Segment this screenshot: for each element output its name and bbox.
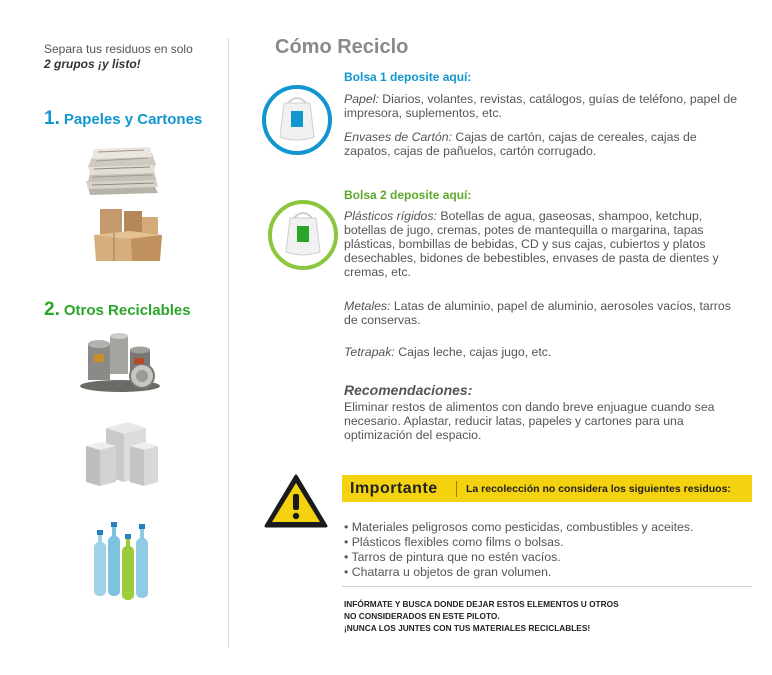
- metal-cans-image: [80, 330, 166, 392]
- cardboard-boxes-image: [90, 205, 166, 263]
- recommendations-line2: necesario. Aplastar, reducir latas, papeles y cartones para una: [344, 414, 684, 428]
- warning-triangle-icon: [264, 474, 328, 528]
- bag2-metals-line1: Latas de aluminio, papel de aluminio, aerosoles vacíos, tarros: [390, 299, 731, 313]
- recycle-bag-1-icon: [262, 85, 332, 155]
- group2-heading: [44, 299, 191, 321]
- bag1-heading: Bolsa 1 deposite aquí:: [344, 70, 472, 84]
- recommendations-line1: Eliminar restos de alimentos con dando breve enjuague cuando sea: [344, 400, 715, 414]
- vertical-divider: [228, 38, 229, 648]
- important-separator: [456, 481, 457, 497]
- bag1-carton-label: Envases de Cartón:: [344, 130, 453, 144]
- recommendations-line3: optimización del espacio.: [344, 428, 482, 442]
- group2-label: Otros Reciclables: [63, 302, 191, 319]
- horizontal-rule: [342, 586, 752, 587]
- bag1-carton-line1: Cajas de cartón, cajas de cereales, cajas de: [452, 130, 697, 144]
- bag2-plastics-label: Plásticos rígidos:: [344, 209, 437, 223]
- bag1-carton-text: [344, 130, 754, 158]
- bag2-tetra-label: Tetrapak:: [344, 345, 395, 359]
- recycle-bag-2-icon: [268, 200, 338, 270]
- page-title: Cómo Reciclo: [275, 36, 409, 58]
- important-label: Importante: [350, 480, 438, 497]
- bag2-metals-line2: de conservas.: [344, 313, 421, 327]
- list-item: • Plásticos flexibles como films o bolsas.: [344, 535, 564, 549]
- bag1-paper-label: Papel:: [344, 92, 379, 106]
- footer-line1: INFÓRMATE Y BUSCA DONDE DEJAR ESTOS ELEMENTOS U OTROS: [344, 599, 619, 609]
- bag2-plastics-line1: Botellas de agua, gaseosas, shampoo, ketchup,: [436, 209, 703, 223]
- group1-label: Papeles y Cartones: [63, 111, 203, 128]
- intro-text: [44, 42, 224, 72]
- tetrapak-cartons-image: [84, 420, 160, 488]
- footer-note: [344, 598, 619, 634]
- plastic-bottles-image: [90, 520, 156, 604]
- bag2-heading: Bolsa 2 deposite aquí:: [344, 188, 472, 202]
- bag2-plastics-text: [344, 209, 754, 279]
- footer-line3: ¡NUNCA LOS JUNTES CON TUS MATERIALES RECICLABLES!: [344, 623, 591, 633]
- bag2-plastics-line3: plásticas, bombillas de bebidas, CD y sus cajas, cubiertos y platos: [344, 237, 706, 251]
- list-item: • Tarros de pintura que no estén vacíos.: [344, 550, 561, 564]
- bag2-metals-text: [344, 299, 754, 327]
- bag2-metals-label: Metales:: [344, 299, 391, 313]
- bag2-plastics-line4: desechables, bidones de bebestibles, envases de pasta de dientes y: [344, 251, 719, 265]
- group1-number: 1.: [44, 108, 60, 129]
- footer-line2: NO CONSIDERADOS EN ESTE PILOTO.: [344, 611, 500, 621]
- list-item: • Materiales peligrosos como pesticidas, combustibles y aceites.: [344, 520, 694, 534]
- bag1-carton-line2: zapatos, cajas de pañuelos, cartón corrugado.: [344, 144, 597, 158]
- intro-bold: 2 grupos ¡y listo!: [44, 57, 141, 71]
- excluded-items-list: [344, 520, 693, 580]
- bag2-plastics-line5: cremas, etc.: [344, 265, 411, 279]
- group2-number: 2.: [44, 299, 60, 320]
- bag2-tetra-line: Cajas leche, cajas jugo, etc.: [394, 345, 552, 359]
- bag2-plastics-line2: botellas de jugo, cremas, potes de mantequilla o margarina, tapas: [344, 223, 704, 237]
- bag1-paper-line2: impresora, suplementos, etc.: [344, 106, 502, 120]
- group1-heading: [44, 108, 202, 130]
- newspaper-stack-image: [84, 145, 160, 195]
- bag1-paper-text: [344, 92, 754, 120]
- intro-line: Separa tus residuos en solo: [44, 42, 193, 56]
- important-text: La recolección no considera los siguientes residuos:: [466, 483, 731, 495]
- recommendations-text: [344, 400, 754, 442]
- bag2-tetra-text: [344, 345, 754, 359]
- recommendations-title: Recomendaciones:: [344, 382, 473, 398]
- bag1-paper-line1: Diarios, volantes, revistas, catálogos, guías de teléfono, papel de: [378, 92, 738, 106]
- list-item: • Chatarra u objetos de gran volumen.: [344, 565, 552, 579]
